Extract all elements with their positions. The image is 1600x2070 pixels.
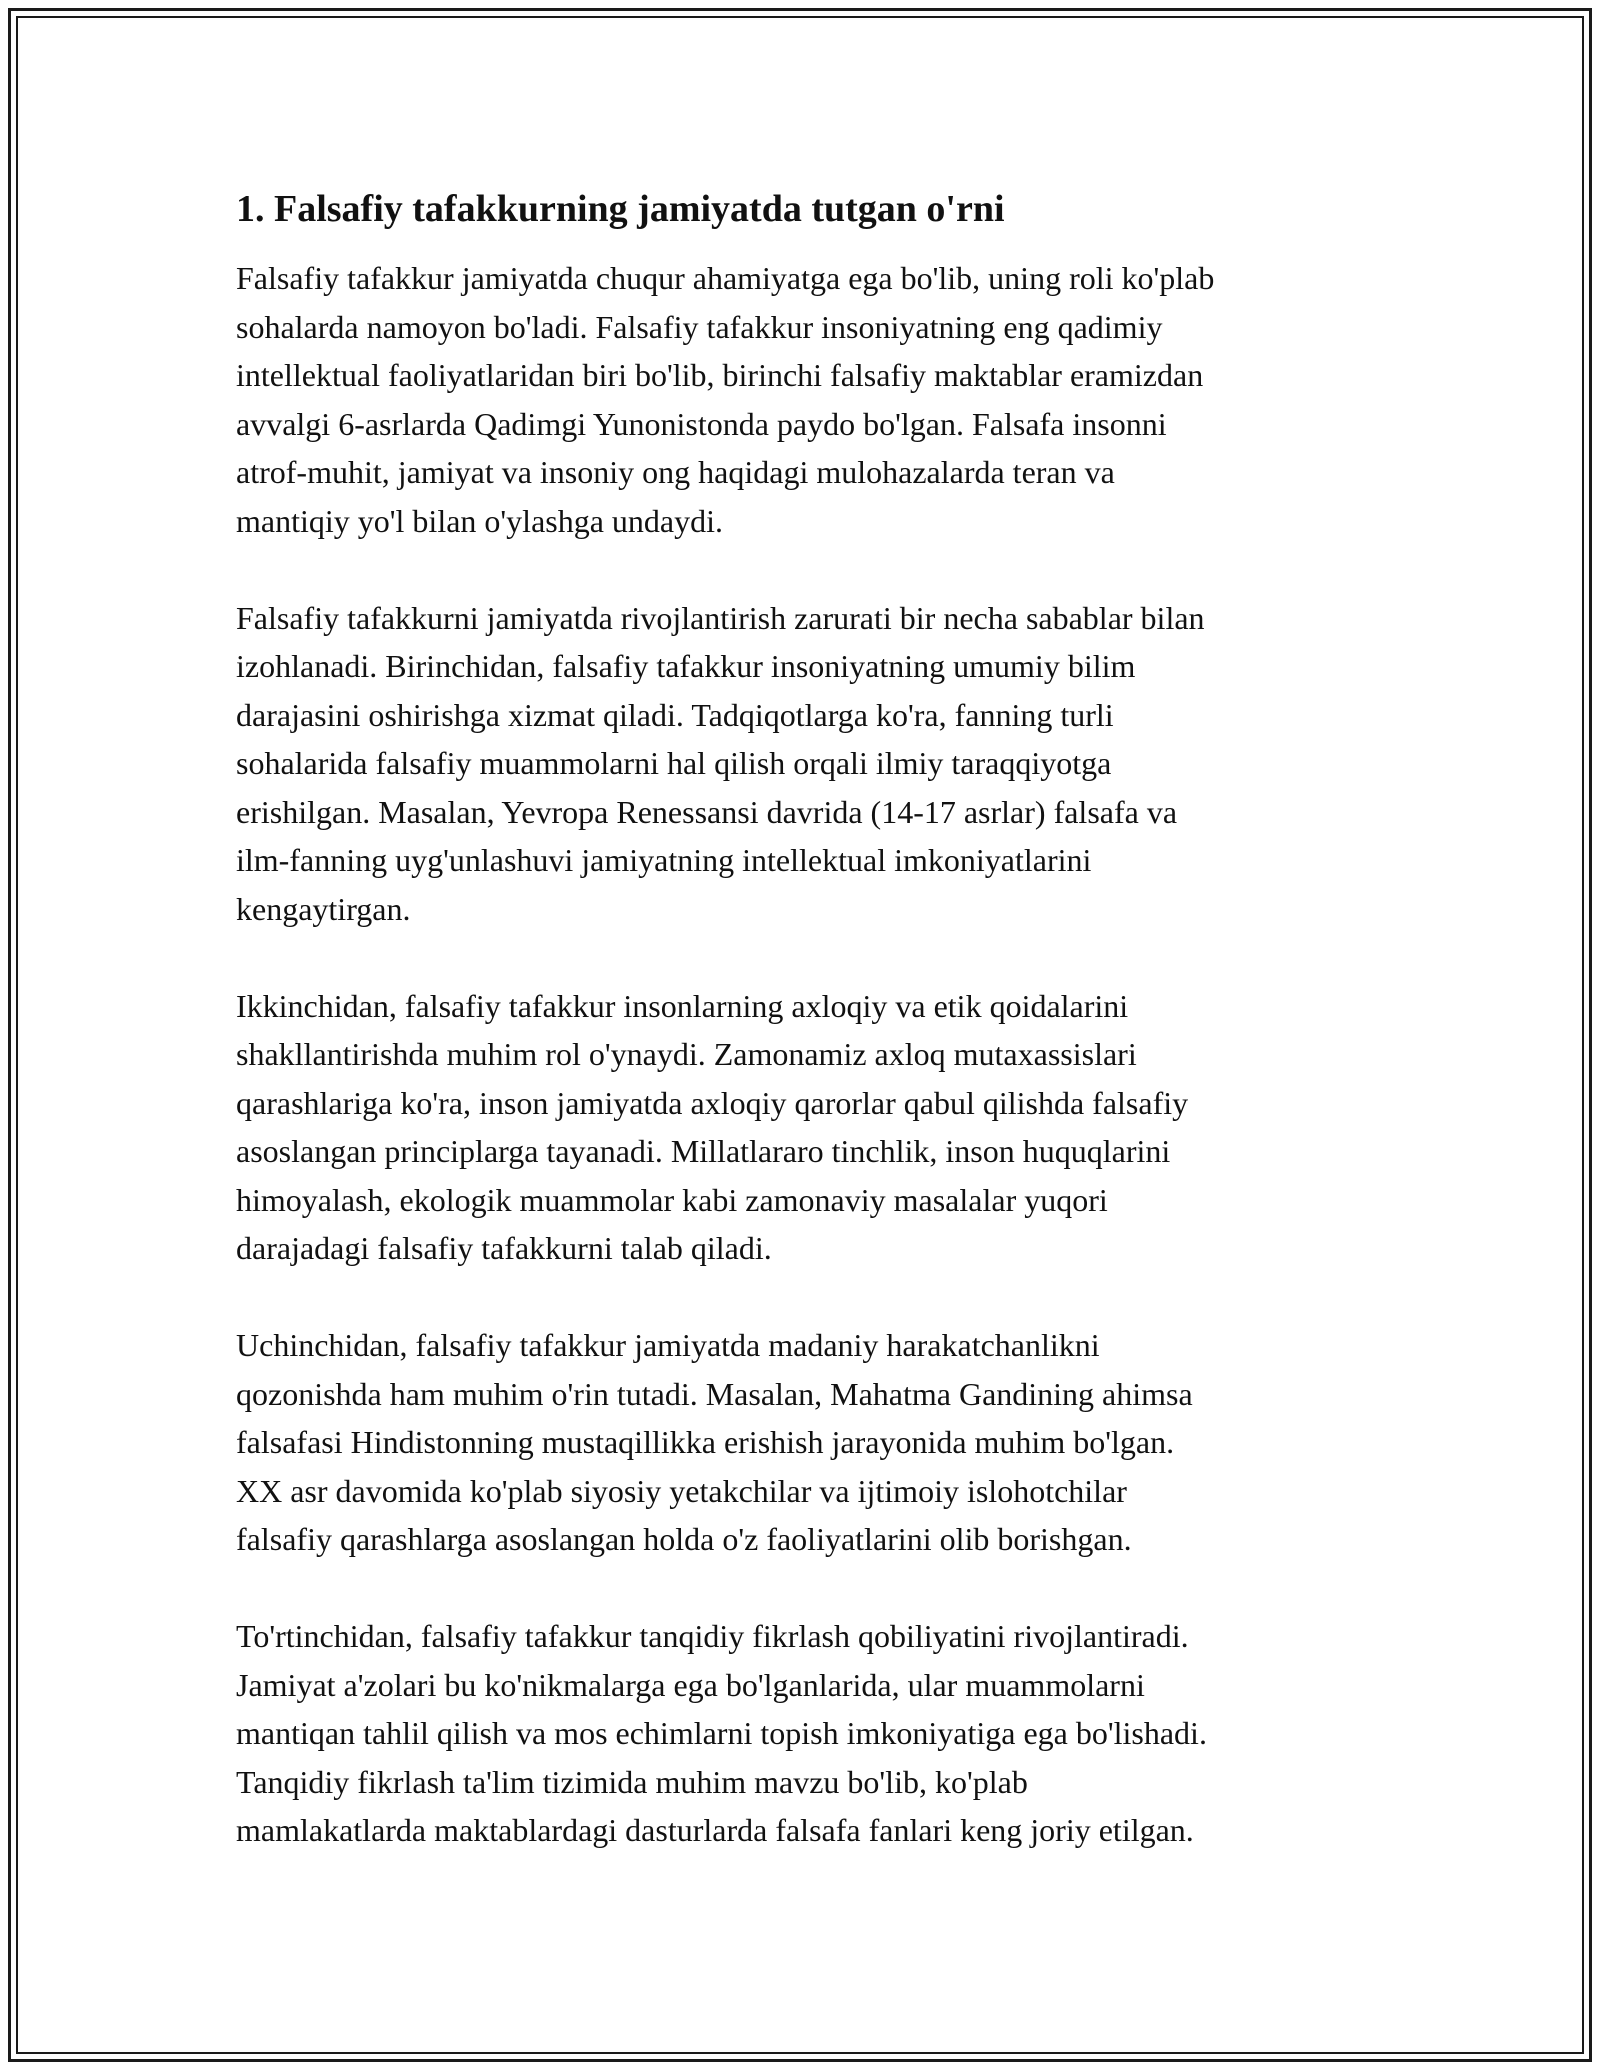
- paragraph-line: XX asr davomida ko'plab siyosiy yetakchilar va ijtimoiy islohotchilar: [236, 1472, 1127, 1509]
- paragraph-line: falsafasi Hindistonning mustaqillikka erishish jarayonida muhim bo'lgan.: [236, 1424, 1175, 1460]
- paragraph-line: Tanqidiy fikrlash ta'lim tizimida muhim mavzu bo'lib, ko'plab: [236, 1763, 1028, 1800]
- paragraph-line: qozonishda ham muhim o'rin tutadi. Masalan, Mahatma Gandining ahimsa: [236, 1375, 1193, 1412]
- paragraph-line: qarashlariga ko'ra, inson jamiyatda axloqiy qarorlar qabul qilishda falsafiy: [236, 1084, 1189, 1121]
- paragraph: [236, 254, 1376, 545]
- paragraph-line: Falsafiy tafakkur jamiyatda chuqur ahamiyatga ega bo'lib, uning roli ko'plab: [236, 260, 1215, 296]
- paragraph-line: ilm-fanning uyg'unlashuvi jamiyatning intellektual imkoniyatlarini: [236, 842, 1092, 878]
- document-body: [236, 184, 1376, 1903]
- paragraph-line: mantiqan tahlil qilish va mos echimlarni topish imkoniyatiga ega bo'lishadi.: [236, 1715, 1207, 1751]
- paragraph-line: shakllantirishda muhim rol o'ynaydi. Zamonamiz axloq mutaxassislari: [236, 1036, 1137, 1072]
- paragraph-line: himoyalash, ekologik muammolar kabi zamonaviy masalalar yuqori: [236, 1181, 1108, 1218]
- paragraph-line: asoslangan principlarga tayanadi. Millatlararo tinchlik, inson huquqlarini: [236, 1133, 1171, 1169]
- paragraph-line: izohlanadi. Birinchidan, falsafiy tafakkur insoniyatning umumiy bilim: [236, 648, 1136, 684]
- paragraph-line: darajasini oshirishga xizmat qiladi. Tadqiqotlarga ko'ra, fanning turli: [236, 696, 1114, 733]
- paragraph-line: kengaytirgan.: [236, 890, 411, 927]
- paragraph-line: mantiqiy yo'l bilan o'ylashga undaydi.: [236, 502, 724, 539]
- paragraph: [236, 1321, 1376, 1564]
- paragraph-line: avvalgi 6-asrlarda Qadimgi Yunonistonda paydo bo'lgan. Falsafa insonni: [236, 405, 1167, 442]
- paragraph-line: Jamiyat a'zolari bu ko'nikmalarga ega bo'lganlarida, ular muammolarni: [236, 1666, 1145, 1703]
- paragraph-line: erishilgan. Masalan, Yevropa Renessansi davrida (14-17 asrlar) falsafa va: [236, 793, 1178, 830]
- paragraph-line: Uchinchidan, falsafiy tafakkur jamiyatda madaniy harakatchanlikni: [236, 1327, 1100, 1363]
- paragraph-line: falsafiy qarashlarga asoslangan holda o'z faoliyatlarini olib borishgan.: [236, 1521, 1132, 1557]
- paragraph-line: sohalarida falsafiy muammolarni hal qilish orqali ilmiy taraqqiyotga: [236, 745, 1112, 781]
- paragraph-line: intellektual faoliyatlaridan biri bo'lib, birinchi falsafiy maktablar eramizdan: [236, 357, 1204, 393]
- paragraph-line: atrof-muhit, jamiyat va insoniy ong haqidagi mulohazalarda teran va: [236, 454, 1115, 490]
- paragraph-line: To'rtinchidan, falsafiy tafakkur tanqidiy fikrlash qobiliyatini rivojlantiradi.: [236, 1618, 1189, 1654]
- paragraph-line: Ikkinchidan, falsafiy tafakkur insonlarning axloqiy va etik qoidalarini: [236, 987, 1129, 1024]
- paragraph-line: Falsafiy tafakkurni jamiyatda rivojlantirish zarurati bir necha sabablar bilan: [236, 599, 1205, 636]
- paragraph-line: sohalarda namoyon bo'ladi. Falsafiy tafakkur insoniyatning eng qadimiy: [236, 308, 1163, 345]
- paragraph: [236, 594, 1376, 934]
- paragraph-line: mamlakatlarda maktablardagi dasturlarda falsafa fanlari keng joriy etilgan.: [236, 1812, 1194, 1848]
- paragraph: [236, 1612, 1376, 1855]
- paragraph-list: [236, 254, 1376, 1855]
- section-heading: 1. Falsafiy tafakkurning jamiyatda tutgan o'rni: [236, 188, 1005, 230]
- paragraph: [236, 982, 1376, 1273]
- paragraph-line: darajadagi falsafiy tafakkurni talab qiladi.: [236, 1230, 772, 1266]
